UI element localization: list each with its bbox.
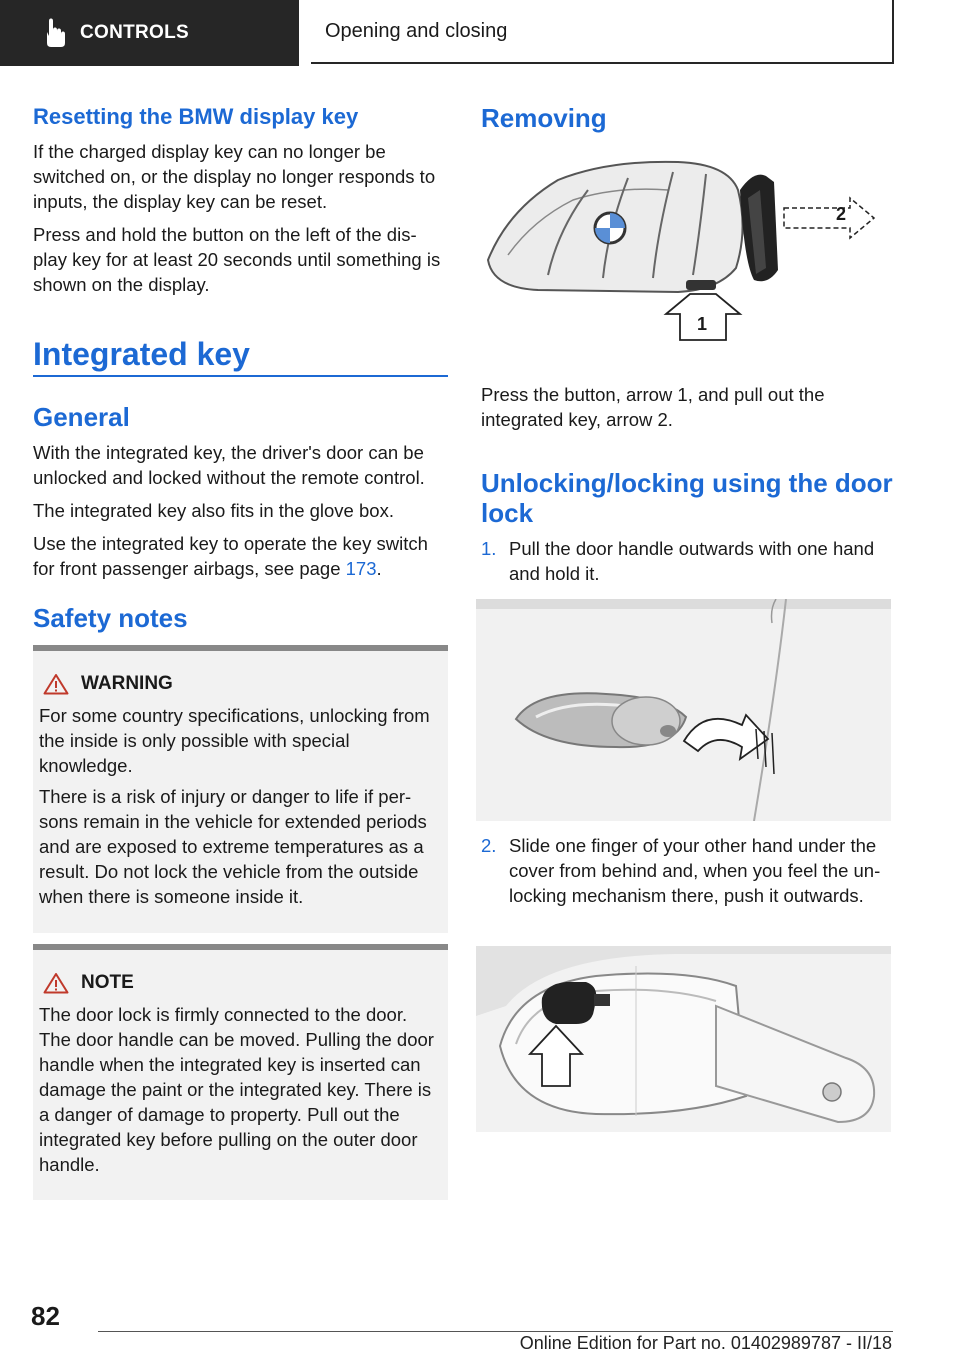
lock-cover-figure [476, 946, 891, 1132]
chapter-header [311, 0, 894, 64]
section-title: CONTROLS [80, 22, 190, 43]
step-number: 2. [481, 835, 497, 856]
note-box [33, 944, 448, 1200]
key-removal-figure [478, 150, 890, 362]
reset-paragraph-1: If the charged display key can no longer be switched on, or the display no longer responds to inputs, the display key can be reset. [33, 141, 436, 212]
list-item [481, 536, 893, 586]
footer-rule [98, 1331, 893, 1332]
door-handle-illustration [476, 599, 891, 821]
general-paragraph-2: The integrated key also fits in the glove box. [33, 500, 394, 521]
integrated-key-heading: Integrated key [33, 336, 250, 372]
step-1 [481, 536, 893, 586]
reset-text [33, 139, 451, 297]
reset-heading: Resetting the BMW display key [33, 104, 359, 129]
removing-text [481, 382, 893, 432]
caution-icon [43, 972, 69, 994]
edition-footer: Online Edition for Part no. 01402989787 - II/18 [519, 1333, 892, 1353]
general-paragraph-1: With the integrated key, the driver's door can be unlocked and locked without the remote control. [33, 442, 425, 488]
note-paragraph-1: The door lock is firmly connected to the door. The door handle can be moved. Pulling the door handle when the integrated key is inserted can damage the paint or the integrated key. There is a danger of damage to property. Pull out the integrated key before pulling on the outer door handle. [39, 1004, 434, 1175]
general-paragraph-3 [33, 531, 451, 581]
unlocking-heading: Unlocking/locking using the door lock [481, 468, 893, 528]
removing-heading: Removing [481, 103, 607, 133]
general-heading: General [33, 402, 130, 432]
step-2 [481, 833, 893, 908]
general-text [33, 440, 451, 581]
page-number: 82 [31, 1301, 60, 1331]
warning-icon [43, 673, 69, 695]
warning-paragraph-2: There is a risk of injury or danger to life if per‐ sons remain in the vehicle for extended periods and are exposed to extreme temperatures as a result. Do not lock the vehicle from the outside when there is someone inside it. [39, 786, 427, 907]
note-title: NOTE [81, 972, 134, 993]
warning-paragraph-1: For some country specifications, unlocking from the inside is only possible with special knowledge. [39, 705, 430, 776]
arrow-label-1: 1 [697, 314, 708, 334]
hand-icon [38, 16, 72, 50]
step-text: Pull the door handle outwards with one hand and hold it. [509, 538, 875, 584]
key-removal-illustration [478, 150, 890, 362]
page-link[interactable]: 173 [345, 558, 377, 579]
warning-title-row [39, 673, 440, 695]
note-title-row [39, 972, 440, 994]
section-tab [0, 0, 299, 66]
general-paragraph-3-text: Use the integrated key to operate the key switch for front passenger airbags, see page [33, 533, 428, 579]
list-item [481, 833, 893, 908]
lock-cover-illustration [476, 946, 891, 1132]
reset-paragraph-2: Press and hold the button on the left of the dis‐ play key for at least 20 seconds until something is shown on the display. [33, 224, 441, 295]
general-paragraph-3-end: . [376, 558, 382, 579]
step-number: 1. [481, 538, 497, 559]
safety-heading: Safety notes [33, 603, 188, 633]
step-text: Slide one finger of your other hand under the cover from behind and, when you feel the un‐ locking mechanism there, push it outwards. [509, 835, 881, 906]
warning-title: WARNING [81, 673, 173, 694]
door-handle-figure [476, 599, 891, 821]
removing-paragraph: Press the button, arrow 1, and pull out the integrated key, arrow 2. [481, 384, 825, 430]
warning-box [33, 645, 448, 933]
arrow-label-2: 2 [836, 204, 847, 224]
chapter-title: Opening and closing [325, 19, 508, 42]
heading-rule [33, 375, 448, 377]
